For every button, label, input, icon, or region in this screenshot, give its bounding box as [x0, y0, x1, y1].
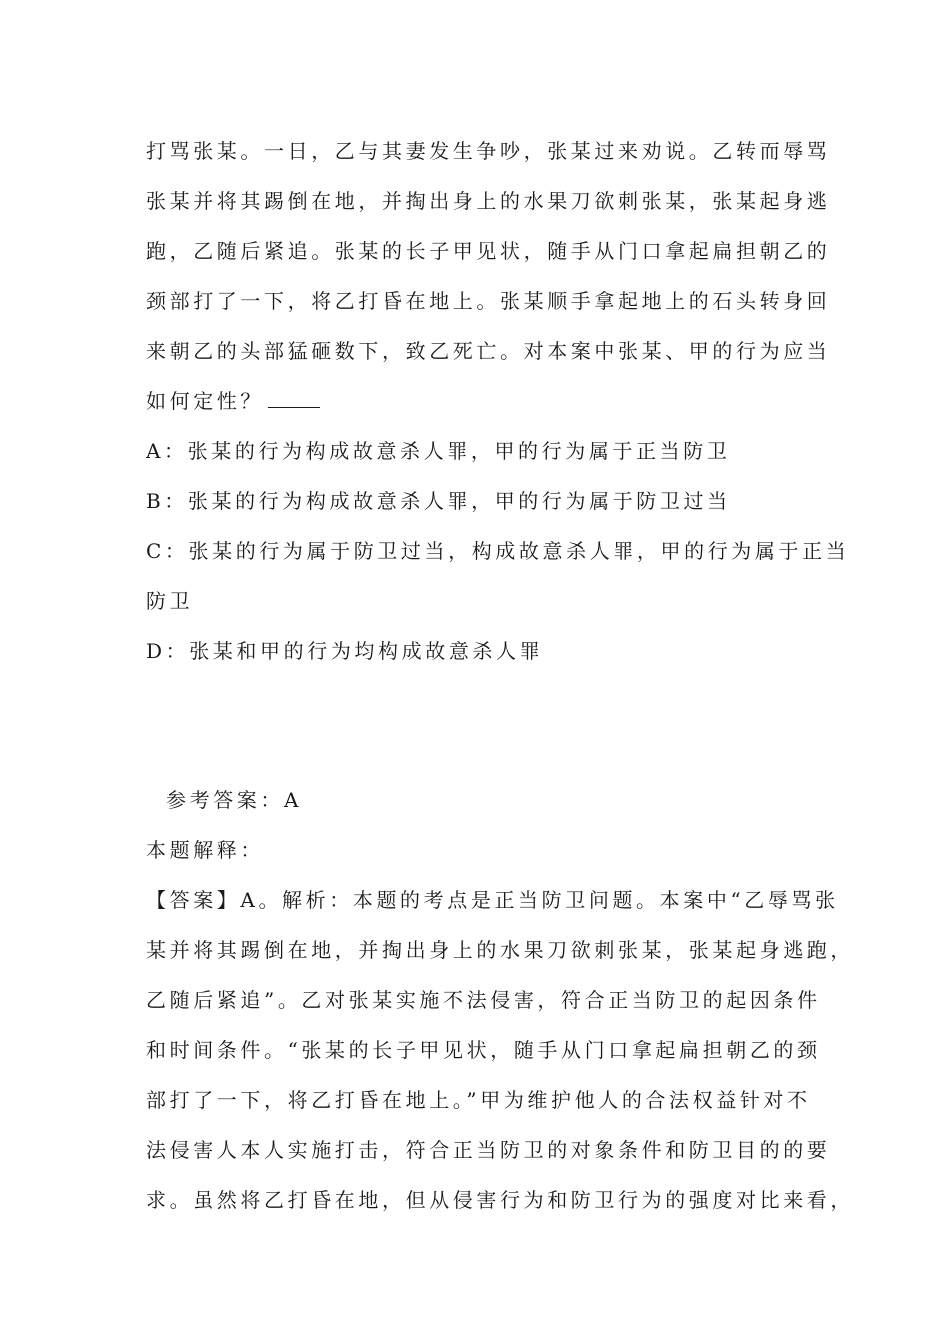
- question-line-4: 颈部打了一下，将乙打昏在地上。张某顺手拿起地上的石头转身回: [146, 289, 831, 313]
- question-line-6-text: 如何定性？: [146, 389, 264, 413]
- question-line-1: 打骂张某。一日，乙与其妻发生争吵，张某过来劝说。乙转而辱骂: [146, 139, 831, 163]
- explanation-title: 本题解释：: [146, 838, 264, 862]
- explanation-line-2: 某并将其踢倒在地，并掏出身上的水果刀欲刺张某，张某起身逃跑，: [146, 938, 854, 962]
- explanation-line-4: 和时间条件。“张某的长子甲见状，随手从门口拿起扁担朝乙的颈: [146, 1038, 821, 1062]
- option-a: A：张某的行为构成故意杀人罪，甲的行为属于正当防卫: [146, 439, 731, 463]
- question-line-3: 跑，乙随后紧追。张某的长子甲见状，随手从门口拿起扁担朝乙的: [146, 239, 831, 263]
- explanation-line-6: 法侵害人本人实施打击，符合正当防卫的对象条件和防卫目的的要: [146, 1138, 831, 1162]
- question-line-2: 张某并将其踢倒在地，并掏出身上的水果刀欲刺张某，张某起身逃: [146, 189, 831, 213]
- explanation-line-5: 部打了一下，将乙打昏在地上。”甲为维护他人的合法权益针对不: [146, 1088, 811, 1112]
- reference-answer: 参考答案：A: [166, 788, 303, 812]
- answer-blank: [268, 389, 320, 408]
- question-line-5: 来朝乙的头部猛砸数下，致乙死亡。对本案中张某、甲的行为应当: [146, 339, 831, 363]
- question-line-6: [146, 389, 320, 413]
- explanation-line-3: 乙随后紧追”。乙对张某实施不法侵害，符合正当防卫的起因条件: [146, 988, 821, 1012]
- explanation-line-7: 求。虽然将乙打昏在地，但从侵害行为和防卫行为的强度对比来看，: [146, 1188, 854, 1212]
- option-c-line-1: C：张某的行为属于防卫过当，构成故意杀人罪，甲的行为属于正当: [146, 539, 850, 563]
- option-d: D：张某和甲的行为均构成故意杀人罪: [146, 639, 544, 663]
- explanation-line-1: 【答案】A。解析：本题的考点是正当防卫问题。本案中“乙辱骂张: [146, 888, 839, 912]
- option-b: B：张某的行为构成故意杀人罪，甲的行为属于防卫过当: [146, 489, 731, 513]
- option-c-line-2: 防卫: [146, 589, 194, 613]
